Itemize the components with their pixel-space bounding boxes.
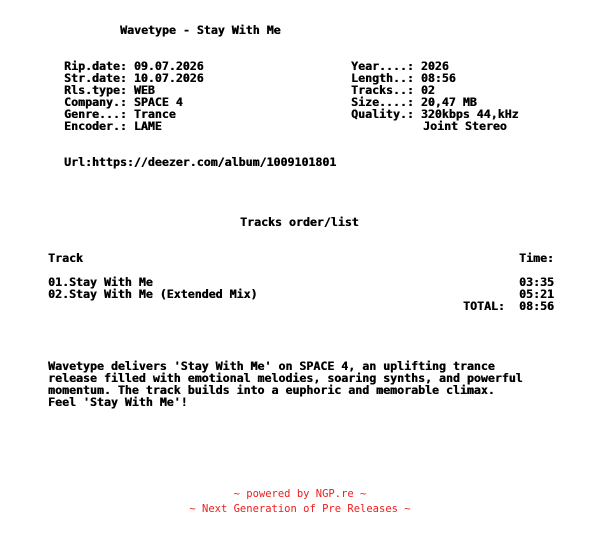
info-label: Rip.date: xyxy=(64,59,134,73)
info-value: 2026 xyxy=(420,59,449,73)
description-line: momentum. The track builds into a euphoric and memorable climax. xyxy=(48,383,495,397)
total-label: TOTAL: xyxy=(463,299,505,313)
info-value: SPACE 4 xyxy=(133,95,183,109)
footer-tagline: ~ Next Generation of Pre Releases ~ xyxy=(189,503,411,515)
info-label: Genre...: xyxy=(64,107,134,121)
info-label: Length..: xyxy=(351,71,421,85)
info-label: Size....: xyxy=(351,95,421,109)
info-label: Encoder.: xyxy=(64,119,134,133)
info-value: Joint Stereo xyxy=(423,119,507,133)
track-time: 05:21 xyxy=(519,287,554,301)
tracklist-heading: Tracks order/list xyxy=(240,215,359,229)
url-line xyxy=(64,156,336,168)
info-label: Tracks..: xyxy=(351,83,421,97)
info-label: Rls.type: xyxy=(64,83,134,97)
info-label: Year....: xyxy=(351,59,421,73)
info-value: 10.07.2026 xyxy=(133,71,204,85)
info-row-encoder xyxy=(64,120,162,132)
track-name: 01.Stay With Me xyxy=(48,275,153,289)
info-value: 02 xyxy=(420,83,435,97)
footer-powered-by: ~ powered by NGP.re ~ xyxy=(233,488,367,500)
info-value: 320kbps 44,kHz xyxy=(420,107,519,121)
url-label: Url: xyxy=(64,155,92,169)
info-label: Quality.: xyxy=(351,107,421,121)
info-value: 09.07.2026 xyxy=(133,59,204,73)
total-time: 08:56 xyxy=(519,299,554,313)
description-line: release filled with emotional melodies, soaring synths, and powerful xyxy=(48,371,523,385)
track-time: 03:35 xyxy=(519,275,554,289)
description-line: Feel 'Stay With Me'! xyxy=(48,395,188,409)
release-title: Wavetype - Stay With Me xyxy=(120,23,281,37)
info-row-stereo xyxy=(423,120,507,132)
info-label: Company.: xyxy=(64,95,134,109)
info-value: 20,47 MB xyxy=(420,95,477,109)
time-column-header: Time: xyxy=(519,251,554,265)
info-label: Str.date: xyxy=(64,71,134,85)
info-value: Trance xyxy=(133,107,176,121)
track-column-header: Track xyxy=(48,251,83,265)
track-name: 02.Stay With Me (Extended Mix) xyxy=(48,287,258,301)
info-value: 08:56 xyxy=(420,71,456,85)
album-url-link[interactable]: https://deezer.com/album/1009101801 xyxy=(91,155,337,169)
description-line: Wavetype delivers 'Stay With Me' on SPACE 4, an uplifting trance xyxy=(48,359,495,373)
info-value: LAME xyxy=(133,119,162,133)
info-value: WEB xyxy=(133,83,155,97)
